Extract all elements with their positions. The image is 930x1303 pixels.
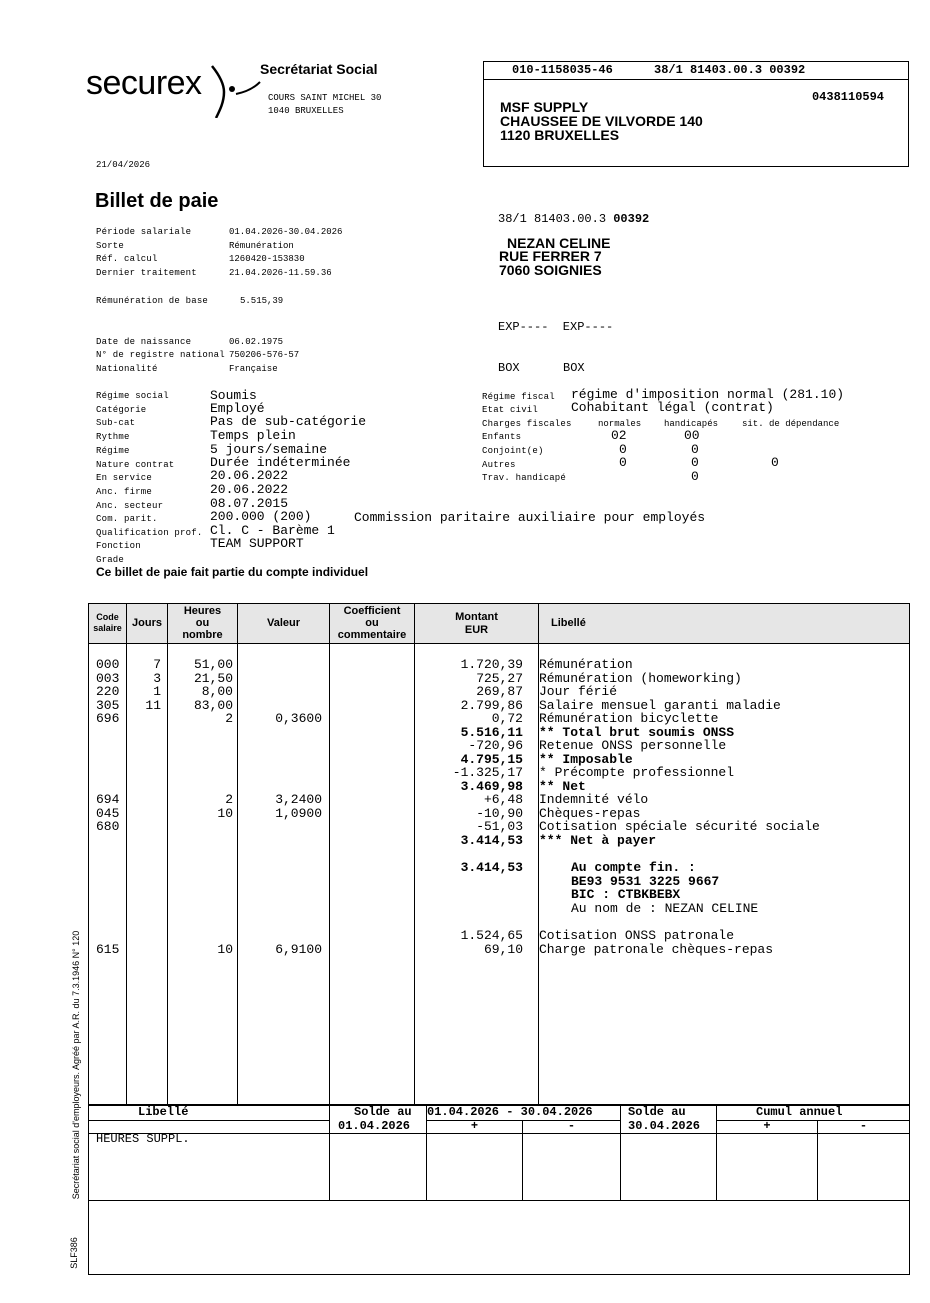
line-heures: 10 <box>217 805 233 821</box>
employer-onss-amount: 1.524,65 <box>460 928 523 943</box>
others-handicapped: 0 <box>691 455 699 470</box>
line-libelle: * Précompte professionnel <box>539 765 735 780</box>
balance-hline <box>89 1120 329 1121</box>
social-value: 5 jours/semaine <box>210 442 328 457</box>
social-label: Régime <box>96 446 130 456</box>
line-libelle: Rémunération <box>539 657 633 672</box>
line-libelle: Indemnité vélo <box>539 792 649 807</box>
employer-meal-value: 6,9100 <box>275 942 322 957</box>
balance-plus-1: + <box>470 1119 479 1133</box>
employer-meal-amount: 69,10 <box>483 942 523 957</box>
col-divider <box>237 604 238 1104</box>
others-label: Autres <box>482 460 516 470</box>
balance-minus-1: - <box>567 1119 576 1133</box>
employee-city: 7060 SOIGNIES <box>499 262 602 278</box>
line-code: 000 <box>96 657 120 672</box>
col-dependance: sit. de dépendance <box>742 419 840 429</box>
dernier-traitement-label: Dernier traitement <box>96 268 197 278</box>
employer-city: 1120 BRUXELLES <box>500 127 620 143</box>
line-libelle: ** Net <box>539 778 586 794</box>
line-code: 694 <box>96 792 120 807</box>
employer-box <box>483 61 909 167</box>
line-valeur: 3,2400 <box>275 792 322 807</box>
payment-holder: Au nom de : NEZAN CELINE <box>571 901 759 916</box>
line-libelle: Cotisation spéciale sécurité sociale <box>539 819 820 834</box>
line-valeur: 1,0900 <box>275 805 322 821</box>
line-montant: -1.325,17 <box>452 765 523 780</box>
line-heures: 83,00 <box>193 697 233 713</box>
header-montant-line1: Montant <box>455 611 498 623</box>
balance-divider <box>620 1104 621 1200</box>
ref-calcul-label: Réf. calcul <box>96 254 158 264</box>
line-montant: 3.469,98 <box>460 778 523 794</box>
col-divider <box>329 604 330 1104</box>
header-coef-line1: Coefficient <box>343 605 401 617</box>
balance-minus-2: - <box>859 1119 868 1133</box>
employer-street: CHAUSSEE DE VILVORDE 140 <box>500 113 703 129</box>
national-register-value: 750206-576-57 <box>229 350 300 360</box>
balance-cumul: Cumul annuel <box>756 1105 843 1119</box>
social-label: Anc. firme <box>96 487 153 497</box>
employee-ref-prefix: 38/1 81403.00.3 <box>498 212 607 226</box>
com-parit-description: Commission paritaire auxiliaire pour employés <box>354 510 706 525</box>
ref-calcul-value: 1260420-153830 <box>229 254 305 264</box>
period-label: Période salariale <box>96 227 192 237</box>
payment-line-1: Au compte fin. : <box>571 860 696 875</box>
line-code: 045 <box>96 805 120 821</box>
children-handicapped: 00 <box>684 428 700 443</box>
balance-bottom-line <box>89 1200 909 1201</box>
birth-date-value: 06.02.1975 <box>229 337 284 347</box>
ref-right: 38/1 81403.00.3 00392 <box>654 63 806 77</box>
employer-meal-code: 615 <box>96 942 120 957</box>
spouse-normal: 0 <box>619 442 627 457</box>
social-label: Grade <box>96 555 125 565</box>
securex-logo <box>86 62 256 118</box>
social-value: 20.06.2022 <box>210 468 289 483</box>
employer-number: 0438110594 <box>811 90 884 104</box>
sorte-label: Sorte <box>96 241 125 251</box>
header-coef-line3: commentaire <box>337 629 407 641</box>
header-montant <box>415 611 538 637</box>
base-salary-label: Rémunération de base <box>96 296 209 306</box>
balance-solde-au-2: Solde au <box>628 1105 686 1119</box>
line-libelle: Retenue ONSS personnelle <box>539 738 727 753</box>
social-label: Sub-cat <box>96 418 136 428</box>
employer-name: MSF SUPPLY <box>500 99 589 115</box>
header-valeur: Valeur <box>266 617 301 629</box>
social-value: 20.06.2022 <box>210 482 289 497</box>
line-libelle: Chèques-repas <box>539 805 641 821</box>
line-code: 220 <box>96 684 120 699</box>
birth-date-label: Date de naissance <box>96 337 192 347</box>
header-code-line2: salaire <box>93 623 122 633</box>
org-address-1: COURS SAINT MICHEL 30 <box>268 93 382 103</box>
line-montant: 725,27 <box>476 670 523 686</box>
line-code: 680 <box>96 819 120 834</box>
base-salary-value: 5.515,39 <box>240 296 284 306</box>
disabled-worker-value: 0 <box>691 469 699 484</box>
children-normal: 02 <box>611 428 627 443</box>
social-label: Fonction <box>96 541 141 551</box>
others-dependance: 0 <box>771 455 779 470</box>
social-value: Temps plein <box>210 428 296 443</box>
line-montant: 269,87 <box>476 684 523 699</box>
spouse-label: Conjoint(e) <box>482 446 544 456</box>
spouse-handicapped: 0 <box>691 442 699 457</box>
social-value: Employé <box>210 401 265 416</box>
form-code: SLF386 <box>68 1237 79 1269</box>
balance-period: 01.04.2026 - 30.04.2026 <box>427 1105 593 1119</box>
line-jours: 3 <box>153 670 161 686</box>
header-coefficient <box>330 605 414 641</box>
sorte-value: Rémunération <box>229 241 294 251</box>
line-jours: 11 <box>145 697 161 713</box>
header-libelle: Libellé <box>551 617 586 629</box>
line-libelle: Jour férié <box>539 684 618 699</box>
dernier-traitement-value: 21.04.2026-11.59.36 <box>229 268 332 278</box>
social-label: Com. parit. <box>96 514 158 524</box>
nationality-label: Nationalité <box>96 364 158 374</box>
line-libelle: Salaire mensuel garanti maladie <box>539 697 781 713</box>
social-value: Cl. C - Barème 1 <box>210 523 335 538</box>
line-montant: 0,72 <box>491 711 523 726</box>
header-code <box>89 612 126 634</box>
box-1: BOX <box>498 361 520 375</box>
social-value: Durée indéterminée <box>210 455 351 470</box>
line-montant: -720,96 <box>468 738 523 753</box>
social-value: 08.07.2015 <box>210 496 289 511</box>
line-libelle: ** Total brut soumis ONSS <box>539 724 735 740</box>
header-heures-line1: Heures <box>183 605 222 617</box>
line-heures: 21,50 <box>193 670 233 686</box>
header-jours: Jours <box>132 617 162 629</box>
header-coef-line2: ou <box>365 617 379 629</box>
balance-header-bottom <box>89 1133 909 1134</box>
line-code: 305 <box>96 697 120 713</box>
line-montant: 5.516,11 <box>460 724 523 740</box>
balance-divider <box>329 1104 330 1200</box>
exp-codes: EXP---- EXP---- <box>498 320 614 334</box>
social-label: Anc. secteur <box>96 501 164 511</box>
line-montant: 2.799,86 <box>460 697 523 713</box>
disabled-worker-label: Trav. handicapé <box>482 473 567 483</box>
col-handicapes: handicapés <box>664 419 719 429</box>
logo-text: securex <box>86 64 202 102</box>
employee-name: NEZAN CELINE <box>507 235 611 251</box>
employee-ref <box>498 212 649 226</box>
social-value: 200.000 (200) <box>210 509 312 524</box>
page-title: Billet de paie <box>95 190 219 212</box>
side-legal-text: Secrétariat social d'employeurs. Agréé par A.R. du 7.3.1946 N° 120 <box>71 930 81 1200</box>
line-libelle: Rémunération (homeworking) <box>539 670 742 686</box>
line-code: 696 <box>96 711 120 726</box>
box-2: BOX <box>563 361 585 375</box>
line-jours: 7 <box>153 657 161 672</box>
social-label: Catégorie <box>96 405 147 415</box>
line-libelle: Rémunération bicyclette <box>539 711 719 726</box>
line-heures: 8,00 <box>201 684 233 699</box>
social-label: Régime social <box>96 391 169 401</box>
others-normal: 0 <box>619 455 627 470</box>
line-libelle: *** Net à payer <box>539 832 657 848</box>
balance-solde-date-1: 01.04.2026 <box>338 1119 411 1133</box>
line-heures: 51,00 <box>193 657 233 672</box>
charges-label: Charges fiscales <box>482 419 572 429</box>
account-note: Ce billet de paie fait partie du compte individuel <box>96 565 369 579</box>
payment-amount: 3.414,53 <box>460 860 523 875</box>
balance-plus-2: + <box>763 1119 771 1133</box>
social-label: Nature contrat <box>96 460 175 470</box>
line-montant: 1.720,39 <box>460 657 523 672</box>
line-code: 003 <box>96 670 120 686</box>
line-montant: +6,48 <box>483 792 523 807</box>
header-montant-line2: EUR <box>464 624 489 636</box>
social-label: Qualification prof. <box>96 528 203 538</box>
balance-libelle: Libellé <box>138 1105 189 1119</box>
employer-meal-number: 10 <box>217 942 233 957</box>
line-montant: -10,90 <box>476 805 523 821</box>
org-address-2: 1040 BRUXELLES <box>268 106 344 116</box>
header-code-line1: Code <box>96 612 119 622</box>
social-label: En service <box>96 473 153 483</box>
children-label: Enfants <box>482 432 522 442</box>
line-montant: 4.795,15 <box>460 751 523 767</box>
national-register-label: N° de registre national <box>96 350 225 360</box>
social-value: Pas de sub-catégorie <box>210 414 367 429</box>
period-value: 01.04.2026-30.04.2026 <box>229 227 343 237</box>
line-heures: 2 <box>225 792 233 807</box>
line-libelle: ** Imposable <box>539 751 633 767</box>
line-montant: 3.414,53 <box>460 832 523 848</box>
civil-status-value: Cohabitant légal (contrat) <box>571 400 774 415</box>
header-heures <box>168 605 237 641</box>
header-heures-line2: ou <box>195 617 210 629</box>
social-label: Rythme <box>96 432 130 442</box>
social-value: Soumis <box>210 388 257 403</box>
col-normales: normales <box>598 419 642 429</box>
line-valeur: 0,3600 <box>275 711 322 726</box>
header-heures-line3: nombre <box>182 629 223 641</box>
org-title: Secrétariat Social <box>260 61 378 77</box>
line-heures: 2 <box>225 711 233 726</box>
print-date: 21/04/2026 <box>96 160 151 170</box>
nationality-value: Française <box>229 364 278 374</box>
employer-meal-label: Charge patronale chèques-repas <box>539 942 774 957</box>
payment-iban: BE93 9531 3225 9667 <box>571 874 720 889</box>
fiscal-regime-label: Régime fiscal <box>482 392 555 402</box>
line-jours: 1 <box>153 684 161 699</box>
employee-ref-number: 00392 <box>613 212 650 226</box>
civil-status-label: Etat civil <box>482 405 539 415</box>
balance-solde-au-1: Solde au <box>354 1105 412 1119</box>
employer-onss-label: Cotisation ONSS patronale <box>539 928 735 943</box>
fiscal-regime-value: régime d'imposition normal (281.10) <box>571 387 845 402</box>
ref-left: 010-1158035-46 <box>512 63 613 77</box>
balance-solde-date-2: 30.04.2026 <box>628 1119 701 1133</box>
payment-bic: BIC : CTBKBEBX <box>571 887 681 902</box>
balance-row-label: HEURES SUPPL. <box>96 1132 190 1146</box>
social-value: TEAM SUPPORT <box>210 536 304 551</box>
employee-street: RUE FERRER 7 <box>499 248 602 264</box>
line-montant: -51,03 <box>476 819 523 834</box>
